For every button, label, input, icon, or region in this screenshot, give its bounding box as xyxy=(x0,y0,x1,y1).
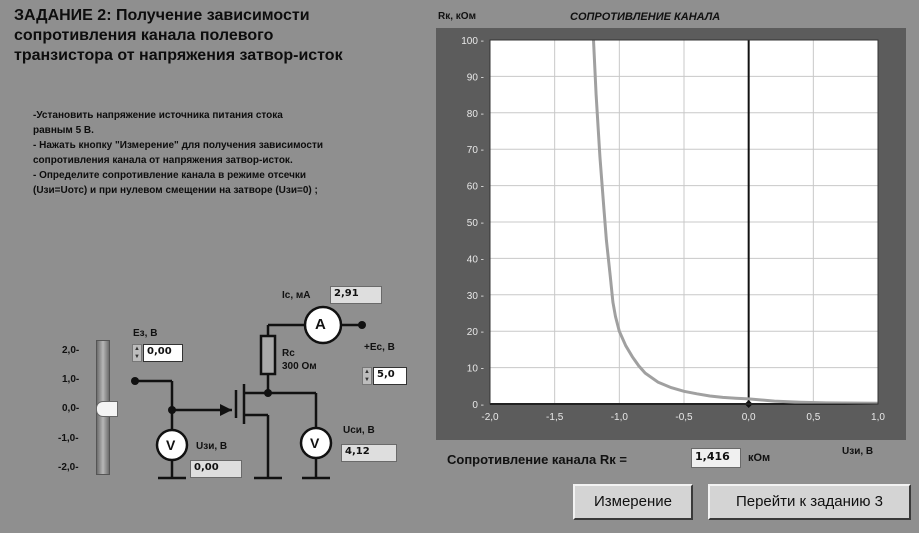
uzi-indicator: 0,00 xyxy=(190,460,242,478)
y-tick-label: 0 - xyxy=(472,400,484,411)
x-tick-label: -0,5 xyxy=(675,412,693,423)
x-tick-label: -1,0 xyxy=(610,412,628,423)
instruction-line-2: равным 5 В. xyxy=(33,125,94,136)
ammeter-symbol: A xyxy=(315,316,326,333)
y-tick-label: 90 - xyxy=(466,72,484,84)
instruction-line-6: (Uзи=Uотс) и при нулевом смещении на затворе (Uзи=0) ; xyxy=(33,185,318,196)
next-task-button[interactable]: Перейти к заданию 3 xyxy=(708,484,911,520)
instruction-line-5: - Определите сопротивление канала в режиме отсечки xyxy=(33,170,307,181)
x-tick-label: -1,5 xyxy=(546,412,564,423)
usi-label: Uси, В xyxy=(343,425,375,436)
resistance-chart xyxy=(436,28,906,440)
y-tick-label: 50 - xyxy=(466,218,484,229)
voltmeter-uzi-symbol: V xyxy=(166,437,176,453)
x-tick-label: 1,0 xyxy=(871,412,885,423)
result-unit: кОм xyxy=(748,452,771,464)
y-tick-label: 20 - xyxy=(466,327,484,339)
chart-title: СОПРОТИВЛЕНИЕ КАНАЛА xyxy=(570,11,721,23)
instruction-line-1: -Установить напряжение источника питания стока xyxy=(33,110,283,121)
y-tick-label: 60 - xyxy=(466,181,484,193)
uzi-label: Uзи, В xyxy=(196,441,228,452)
ez-input[interactable]: 0,00 xyxy=(143,344,183,362)
x-axis-label: Uзи, В xyxy=(842,446,874,457)
ic-label: Iс, мА xyxy=(282,290,311,301)
ic-indicator: 2,91 xyxy=(330,286,382,304)
result-label: Сопротивление канала Rк = xyxy=(447,452,627,467)
task-title-line-1: ЗАДАНИЕ 2: Получение зависимости xyxy=(14,7,310,24)
usi-indicator: 4,12 xyxy=(341,444,397,462)
rc-label: Rc xyxy=(282,348,295,359)
ez-label: Eз, В xyxy=(133,328,158,339)
y-tick-label: 30 - xyxy=(466,290,484,302)
rc-value: 300 Ом xyxy=(282,361,317,372)
x-tick-label: 0,0 xyxy=(741,412,756,423)
instruction-line-4: сопротивления канала от напряжения затвор-исток. xyxy=(33,155,293,166)
slider-thumb[interactable] xyxy=(96,401,118,417)
y-tick-label: 100 - xyxy=(461,36,484,47)
slider-tick-m1: -1,0- xyxy=(58,433,79,444)
task-title-line-2: сопротивления канала полевого xyxy=(14,27,274,44)
y-tick-label: 10 - xyxy=(466,363,484,375)
slider-tick-2: 2,0- xyxy=(62,345,80,356)
x-tick-label: -2,0 xyxy=(481,412,499,423)
result-indicator: 1,416 xyxy=(691,448,741,468)
instruction-line-3: - Нажать кнопку "Измерение" для получения зависимости xyxy=(33,140,323,151)
resistor-rc xyxy=(261,336,275,374)
y-axis-label: Rк, кОм xyxy=(438,11,476,22)
task-title-line-3: транзистора от напряжения затвор-исток xyxy=(14,47,343,64)
slider-tick-0: 0,0- xyxy=(62,403,80,414)
slider-tick-m2: -2,0- xyxy=(58,462,79,473)
y-tick-label: 70 - xyxy=(466,145,484,157)
x-tick-label: 0,5 xyxy=(806,412,821,423)
measure-button[interactable]: Измерение xyxy=(573,484,693,520)
y-tick-label: 40 - xyxy=(466,254,484,266)
ez-spinner[interactable]: ▲ ▼ xyxy=(132,344,142,362)
y-tick-label: 80 - xyxy=(466,108,484,120)
ec-input[interactable]: 5,0 xyxy=(373,367,407,385)
voltmeter-usi-symbol: V xyxy=(310,435,320,451)
ec-spinner[interactable]: ▲ ▼ xyxy=(362,367,372,385)
ec-label: +Ес, В xyxy=(364,342,395,353)
slider-tick-1: 1,0- xyxy=(62,374,80,385)
